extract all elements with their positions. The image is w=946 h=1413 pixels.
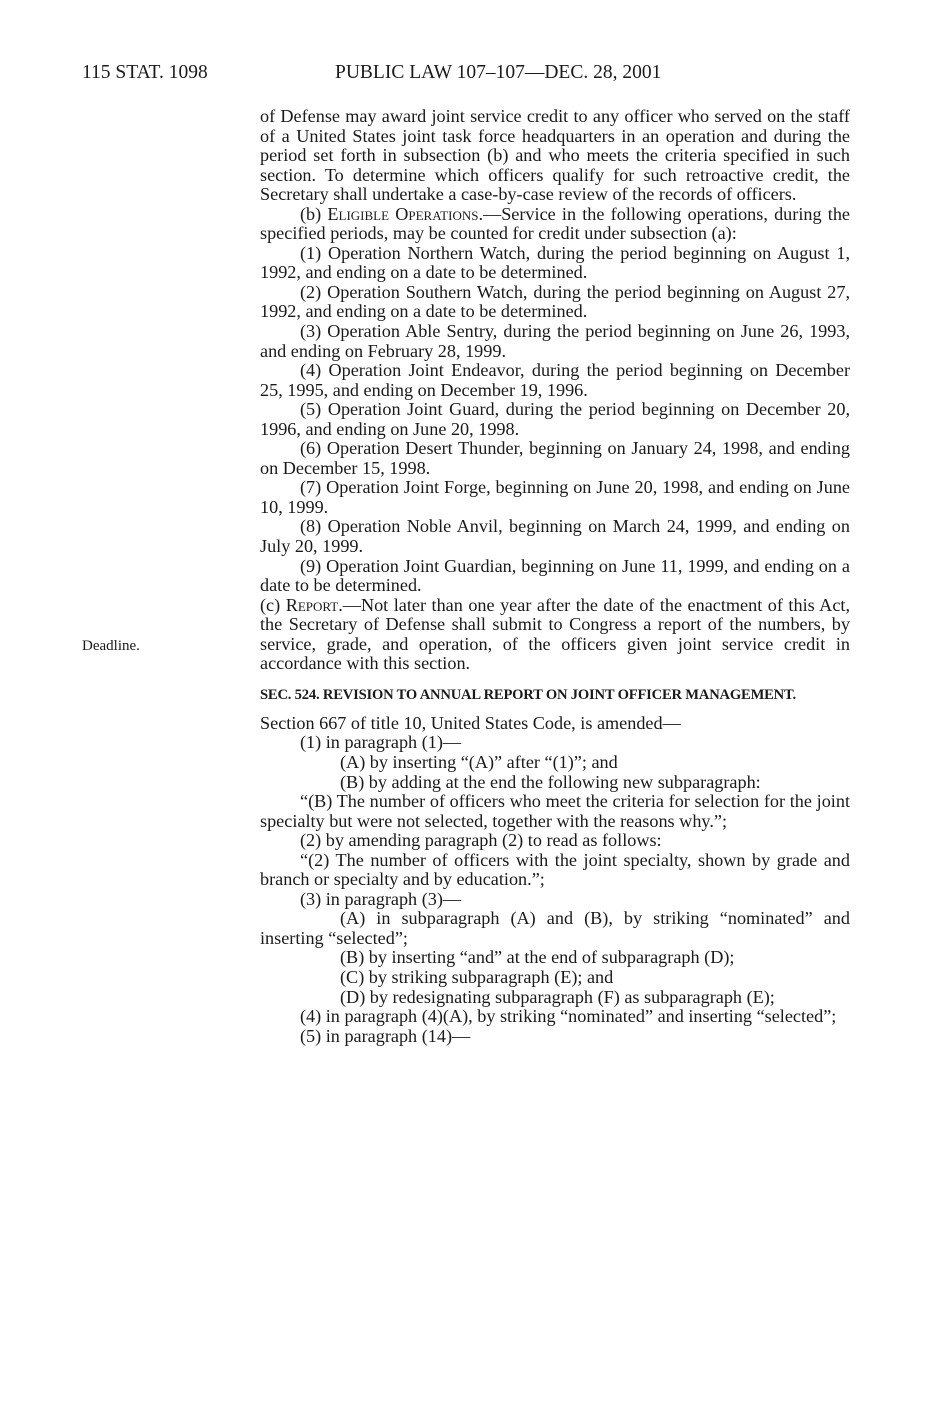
paragraph-continuation: of Defense may award joint service credit to any officer who served on the staff of a United States joint task force headquarters in an operation and during the period set forth in subsection (b) and who meets the criteria specified in such section. To determine which officers qualify for such retroactive credit, the Secretary shall undertake a case-by-case review of the records of officers. [260, 106, 850, 205]
amendment-subitem: (B) by inserting “and” at the end of subparagraph (D); [340, 947, 735, 968]
subsection-b-text: .—Service in the following operations, during the specified periods, may be counted for credit under subsection (a): [260, 203, 850, 244]
amendment-item: (2) by amending paragraph (2) to read as follows: [300, 830, 662, 851]
amendment-item: (1) in paragraph (1)— [300, 732, 462, 753]
amendment-intro: Section 667 of title 10, United States Code, is amended— [260, 712, 681, 733]
subsection-b-label: (b) [300, 203, 328, 224]
operation-item: (4) Operation Joint Endeavor, during the period beginning on December 25, 1995, and ending on December 19, 1996. [260, 360, 850, 400]
quoted-text: “(B) The number of officers who meet the criteria for selection for the joint specialty but were not selected, together with the reasons why.”; [260, 791, 850, 831]
amendment-item: (3) in paragraph (3)— [300, 888, 462, 909]
operation-item: (3) Operation Able Sentry, during the period beginning on June 26, 1993, and ending on February 28, 1999. [260, 321, 850, 361]
operation-item: (8) Operation Noble Anvil, beginning on March 24, 1999, and ending on July 20, 1999. [260, 516, 850, 557]
subsection-c [260, 596, 850, 674]
amendment-subitem: (D) by redesignating subparagraph (F) as subparagraph (E); [340, 986, 775, 1007]
operation-item: (2) Operation Southern Watch, during the period beginning on August 27, 1992, and ending on a date to be determined. [260, 281, 850, 322]
margin-note-deadline: Deadline. [82, 638, 140, 654]
subsection-b [260, 205, 850, 244]
operation-item: (9) Operation Joint Guardian, beginning on June 11, 1999, and ending on a date to be determined. [260, 555, 850, 596]
amendment-subitem: (A) by inserting “(A)” after “(1)”; and [340, 751, 618, 772]
amendment-subitem: (A) in subparagraph (A) and (B), by striking “nominated” and inserting “selected”; [260, 908, 850, 948]
operation-item: (5) Operation Joint Guard, during the period beginning on December 20, 1996, and ending on June 20, 1998. [260, 399, 850, 439]
operation-item: (7) Operation Joint Forge, beginning on June 20, 1998, and ending on June 10, 1999. [260, 477, 850, 517]
subsection-c-label: (c) [260, 594, 286, 615]
amendment-item: (5) in paragraph (14)— [300, 1025, 471, 1046]
public-law-citation: PUBLIC LAW 107–107—DEC. 28, 2001 [335, 62, 662, 83]
document-body [260, 107, 850, 1046]
operation-item: (6) Operation Desert Thunder, beginning on January 24, 1998, and ending on December 15, 1998. [260, 438, 850, 478]
subsection-c-text: .—Not later than one year after the date of the enactment of this Act, the Secretary of Defense shall submit to Congress a report of the numbers, by service, grade, and operation, of the officers given joint service credit in accordance with this section. [260, 594, 850, 674]
section-heading: SEC. 524. REVISION TO ANNUAL REPORT ON JOINT OFFICER MANAGEMENT. [260, 686, 796, 703]
amendment-subitem: (B) by adding at the end the following new subparagraph: [340, 771, 761, 792]
amendment-item: (4) in paragraph (4)(A), by striking “nominated” and inserting “selected”; [300, 1006, 837, 1027]
operation-item: (1) Operation Northern Watch, during the period beginning on August 1, 1992, and ending on a date to be determined. [260, 242, 850, 283]
stat-page-number: 115 STAT. 1098 [82, 62, 208, 83]
amendment-subitem: (C) by striking subparagraph (E); and [340, 966, 614, 987]
subsection-c-heading: Report [285, 594, 339, 615]
quoted-text: “(2) The number of officers with the joint specialty, shown by grade and branch or specialty and by education.”; [260, 849, 850, 890]
page-header [82, 60, 851, 86]
subsection-b-heading: Eligible Operations [327, 203, 479, 224]
